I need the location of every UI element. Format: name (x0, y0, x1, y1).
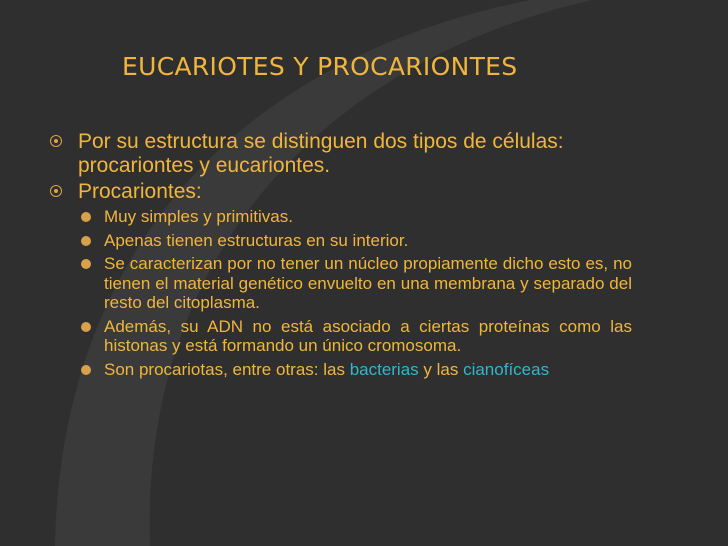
sub-bullet-text: Son procariotas, entre otras: las (104, 359, 350, 379)
sub-bullet-text: Además, su ADN no está asociado a ciertas proteínas como las histonas y está formando un único cromosoma. (104, 316, 632, 355)
bacterias-link[interactable]: bacterias (349, 359, 419, 379)
slide-title: EUCARIOTES Y PROCARIONTES (122, 52, 518, 81)
bullet-item (48, 180, 632, 204)
sub-bullet-text: Muy simples y primitivas. (104, 207, 293, 226)
sub-bullet-item (78, 207, 632, 227)
filled-dot-icon (81, 259, 91, 269)
sub-bullet-item (78, 360, 632, 380)
sub-bullet-text: Apenas tienen estructuras en su interior. (104, 230, 409, 250)
sub-bullet-item (78, 254, 632, 313)
filled-dot-icon (81, 322, 91, 332)
sub-bullet-item (78, 317, 632, 356)
filled-dot-icon (81, 365, 91, 375)
slide-content (48, 130, 632, 383)
sub-bullet-item (78, 231, 632, 251)
filled-dot-icon (81, 236, 91, 246)
cianoficeas-link[interactable]: cianofíceas (463, 359, 550, 379)
bullet-item (48, 130, 632, 178)
circle-dot-icon (50, 185, 62, 197)
sub-bullet-text: Se caracterizan por no tener un núcleo propiamente dicho esto es, no tienen el material genético envuelto en una membrana y separado del resto del citoplasma. (104, 254, 632, 312)
circle-dot-icon (50, 135, 62, 147)
bullet-text: Por su estructura se distinguen dos tipos de células: procariontes y eucariontes. (78, 130, 564, 177)
sub-bullet-list (78, 207, 632, 379)
bullet-text: Procariontes: (78, 180, 202, 203)
filled-dot-icon (81, 212, 91, 222)
sub-bullet-text: y las (418, 359, 464, 379)
